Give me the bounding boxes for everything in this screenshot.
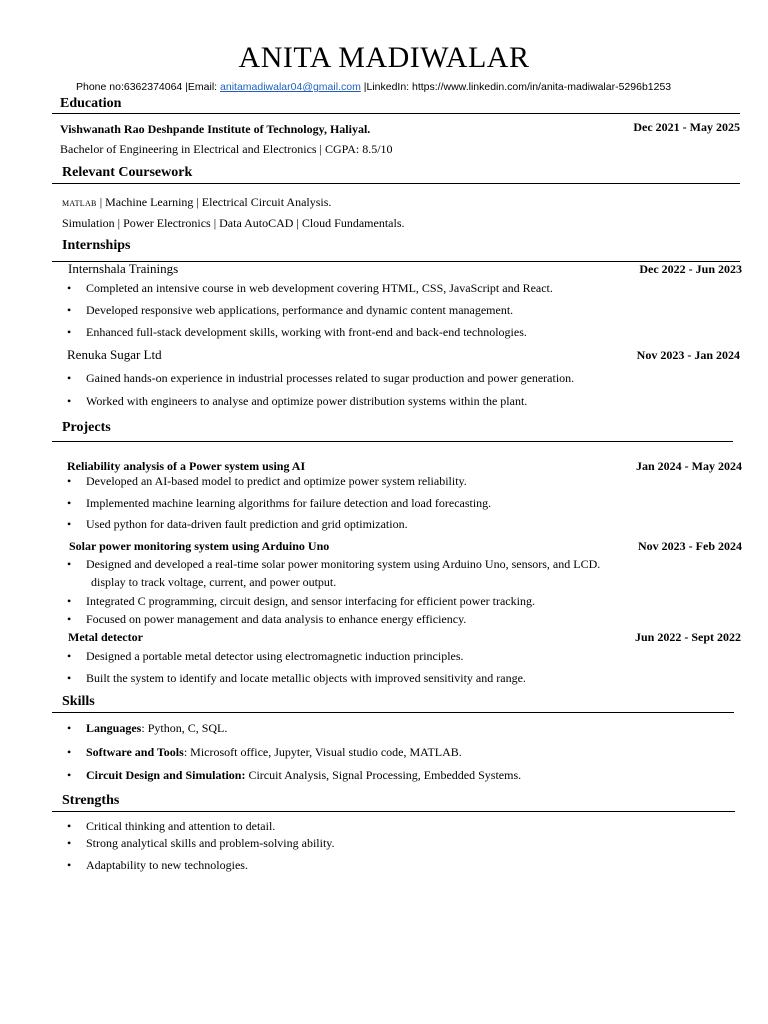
bullet-icon: • <box>67 371 72 385</box>
bullet-icon: • <box>67 819 72 833</box>
list-item-text: Developed an AI-based model to predict and optimize power system reliability. <box>86 474 467 488</box>
skill-value: Microsoft office, Jupyter, Visual studio code, MATLAB. <box>190 745 462 759</box>
internship-dates: Nov 2023 - Jan 2024 <box>636 348 740 362</box>
bullet-icon: • <box>67 325 72 339</box>
bullet-icon: • <box>67 745 72 759</box>
list-item-text <box>86 745 462 760</box>
list-item-text: Focused on power management and data analysis to enhance energy efficiency. <box>86 612 467 626</box>
bullet-icon: • <box>67 517 72 531</box>
skills-heading: Skills <box>62 694 95 709</box>
bullet-icon: • <box>67 858 72 872</box>
bullet-icon: • <box>67 768 72 782</box>
coursework-line-1 <box>62 195 331 211</box>
strengths-divider <box>52 811 735 812</box>
coursework-matlab: MATLAB <box>62 199 97 208</box>
email-link[interactable]: anitamadiwalar04@gmail.com <box>220 81 361 93</box>
list-item-text: Implemented machine learning algorithms for failure detection and load forecasting. <box>86 496 492 510</box>
list-item-text: Strong analytical skills and problem-solving ability. <box>86 836 335 850</box>
list-item-text: Enhanced full-stack development skills, working with front-end and back-end technologies. <box>86 325 527 339</box>
project-dates: Jan 2024 - May 2024 <box>636 459 742 473</box>
coursework-divider <box>52 183 740 184</box>
bullet-icon: • <box>67 281 72 295</box>
skill-label: Languages <box>86 721 142 735</box>
strengths-heading: Strengths <box>62 793 120 808</box>
list-item-text: Developed responsive web applications, performance and dynamic content management. <box>86 303 514 317</box>
list-item-text: Worked with engineers to analyse and optimize power distribution systems within the plant. <box>86 394 528 408</box>
list-item-text <box>86 721 227 736</box>
coursework-line-1-rest: | Machine Learning | Electrical Circuit Analysis. <box>96 195 332 209</box>
education-heading: Education <box>60 96 122 111</box>
education-institution: Vishwanath Rao Deshpande Institute of Technology, Haliyal. <box>60 122 371 136</box>
list-item-text: Built the system to identify and locate metallic objects with improved sensitivity and range. <box>86 671 526 685</box>
bullet-icon: • <box>67 594 72 608</box>
bullet-icon: • <box>67 394 72 408</box>
bullet-icon: • <box>67 474 72 488</box>
list-item-text: Completed an intensive course in web development covering HTML, CSS, JavaScript and React. <box>86 281 553 295</box>
education-degree: Bachelor of Engineering in Electrical and Electronics | CGPA: 8.5/10 <box>60 142 393 156</box>
bullet-icon: • <box>67 836 72 850</box>
skill-separator: : <box>183 745 191 759</box>
list-item-text: Adaptability to new technologies. <box>86 858 248 872</box>
bullet-icon: • <box>67 303 72 317</box>
internship-title: Internshala Trainings <box>68 261 179 276</box>
project-dates: Jun 2022 - Sept 2022 <box>634 630 741 644</box>
bullet-icon: • <box>67 612 72 626</box>
internship-title: Renuka Sugar Ltd <box>67 347 162 362</box>
coursework-heading: Relevant Coursework <box>62 165 193 180</box>
skill-separator: : <box>141 721 148 735</box>
project-title: Reliability analysis of a Power system using AI <box>67 459 306 473</box>
phone-text: Phone no:6362374064 |Email: <box>76 81 221 93</box>
skills-divider <box>52 712 734 713</box>
internship-dates: Dec 2022 - Jun 2023 <box>639 262 742 276</box>
skill-label: Circuit Design and Simulation: <box>86 768 246 782</box>
project-dates: Nov 2023 - Feb 2024 <box>638 539 742 553</box>
linkedin-text: |LinkedIn: https://www.linkedin.com/in/anita-madiwalar-5296b1253 <box>360 81 672 93</box>
list-item-text: Used python for data-driven fault prediction and grid optimization. <box>86 517 408 531</box>
bullet-icon: • <box>67 496 72 510</box>
list-item-text: Critical thinking and attention to detail. <box>86 819 276 833</box>
list-item-text: Integrated C programming, circuit design, and sensor interfacing for efficient power tracking. <box>86 594 535 608</box>
projects-heading: Projects <box>62 420 111 435</box>
projects-divider <box>52 441 733 442</box>
list-item-continuation: display to track voltage, current, and power output. <box>91 575 337 589</box>
project-title: Metal detector <box>68 630 143 644</box>
bullet-icon: • <box>67 649 72 663</box>
bullet-icon: • <box>67 557 72 571</box>
candidate-name: ANITA MADIWALAR <box>238 41 530 74</box>
education-dates: Dec 2021 - May 2025 <box>633 120 740 134</box>
education-divider <box>52 113 740 114</box>
coursework-line-2: Simulation | Power Electronics | Data AutoCAD | Cloud Fundamentals. <box>62 216 405 230</box>
list-item-text: Designed a portable metal detector using electromagnetic induction principles. <box>86 649 464 663</box>
skill-value: Circuit Analysis, Signal Processing, Embedded Systems. <box>248 768 522 782</box>
project-title: Solar power monitoring system using Arduino Uno <box>69 539 330 553</box>
bullet-icon: • <box>67 671 72 685</box>
internships-heading: Internships <box>62 238 131 253</box>
list-item-text: Designed and developed a real-time solar power monitoring system using Arduino Uno, sensors, and LCD. <box>86 557 601 571</box>
list-item-text <box>86 768 521 783</box>
list-item-text: Gained hands-on experience in industrial processes related to sugar production and power generation. <box>86 371 575 385</box>
contact-line <box>76 80 671 94</box>
skill-value: Python, C, SQL. <box>147 721 228 735</box>
bullet-icon: • <box>67 721 72 735</box>
skill-label: Software and Tools <box>86 745 184 759</box>
